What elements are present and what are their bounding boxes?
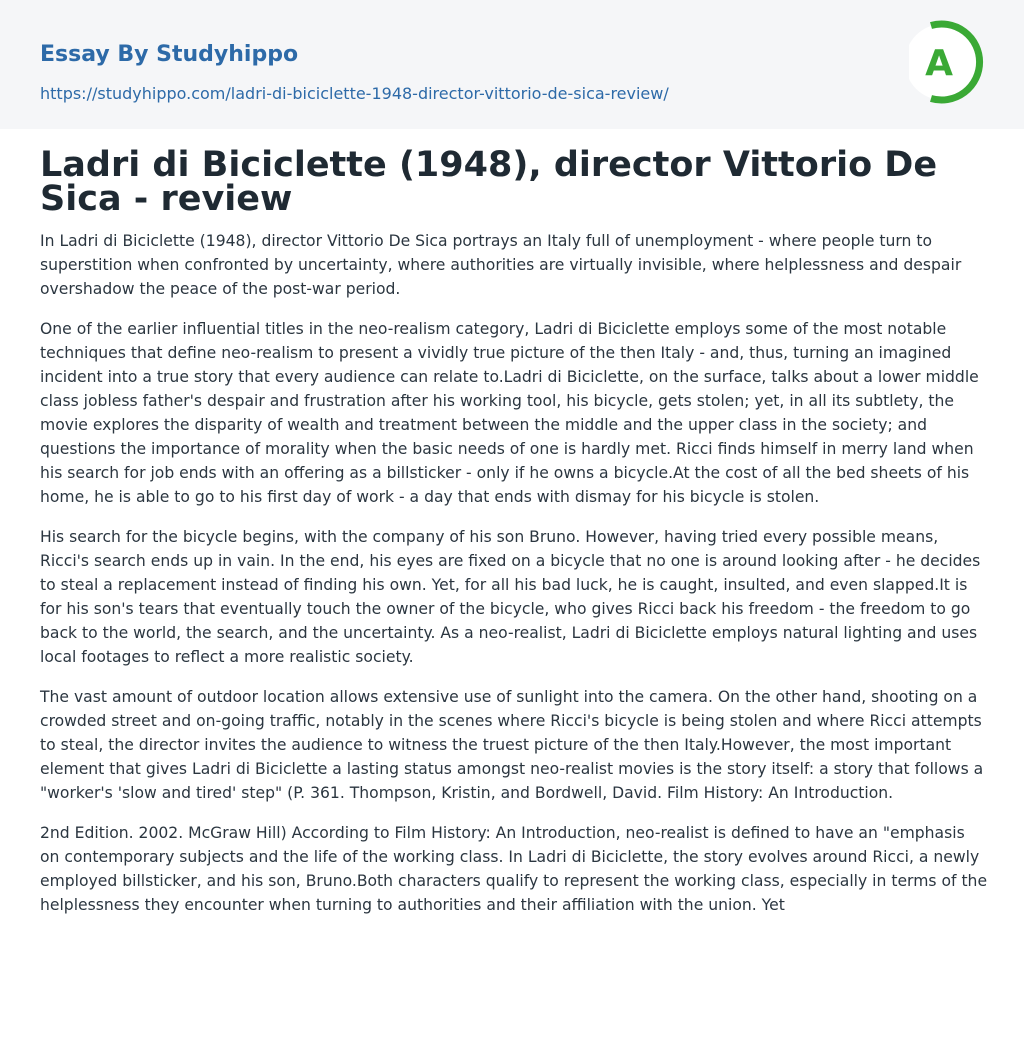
essay-paragraph: In Ladri di Biciclette (1948), director Vittorio De Sica portrays an Italy full of unemployment - where people turn to superstition when confronted by uncertainty, where authorities are virtually invisible, where helplessness and despair overshadow the peace of the post-war period. (40, 232, 962, 298)
essay-paragraph: One of the earlier influential titles in the neo-realism category, Ladri di Biciclette employs some of the most notable techniques that define neo-realism to present a vividly true picture of the then Italy - and, thus, turning an imagined incident into a true story that every audience can relate to.Ladri di Biciclette, on the surface, talks about a lower middle class jobless father's despair and frustration after his working tool, his bicycle, gets stolen; yet, in all its subtlety, the movie explores the disparity of wealth and treatment between the middle and the upper class in the society; and questions the importance of morality when the basic needs of one is hardly met. Ricci finds himself in merry land when his search for job ends with an offering as a billsticker - only if he owns a bicycle.At the cost of all the bed sheets of his home, he is able to go to his first day of work - a day that ends with dismay for his bicycle is stolen. (40, 320, 979, 506)
essay-paragraph: His search for the bicycle begins, with the company of his son Bruno. However, having tried every possible means, Ricci's search ends up in vain. In the end, his eyes are fixed on a bicycle that no one is around looking after - he decides to steal a replacement instead of finding his own. Yet, for all his bad luck, he is caught, insulted, and even slapped.It is for his son's tears that eventually touch the owner of the bicycle, who gives Ricci back his freedom - the freedom to go back to the world, the search, and the uncertainty. As a neo-realist, Ladri di Biciclette employs natural lighting and uses local footages to reflect a more realistic society. (40, 528, 981, 666)
brand-title[interactable]: Essay By Studyhippo (40, 42, 299, 67)
essay-title: Ladri di Biciclette (1948), director Vittorio De Sica - review (40, 145, 938, 219)
page-header (0, 0, 1024, 129)
logo-letter: A (925, 43, 953, 84)
studyhippo-logo-icon[interactable] (909, 16, 989, 108)
essay-body (40, 229, 988, 933)
essay-paragraph: The vast amount of outdoor location allows extensive use of sunlight into the camera. On the other hand, shooting on a crowded street and on-going traffic, notably in the scenes where Ricci's bicycle is being stolen and where Ricci attempts to steal, the director invites the audience to witness the truest picture of the then Italy.However, the most important element that gives Ladri di Biciclette a lasting status amongst neo-realist movies is the story itself: a story that follows a "worker's 'slow and tired' step" (P. 361. Thompson, Kristin, and Bordwell, David. Film History: An Introduction. (40, 688, 984, 802)
essay-url-link[interactable]: https://studyhippo.com/ladri-di-biciclette-1948-director-vittorio-de-sica-review/ (40, 84, 669, 103)
essay-paragraph: 2nd Edition. 2002. McGraw Hill) According to Film History: An Introduction, neo-realist is defined to have an "emphasis on contemporary subjects and the life of the working class. In Ladri di Biciclette, the story evolves around Ricci, a newly employed billsticker, and his son, Bruno.Both characters qualify to represent the working class, especially in terms of the helplessness they encounter when turning to authorities and their affiliation with the union. Yet (40, 824, 988, 914)
